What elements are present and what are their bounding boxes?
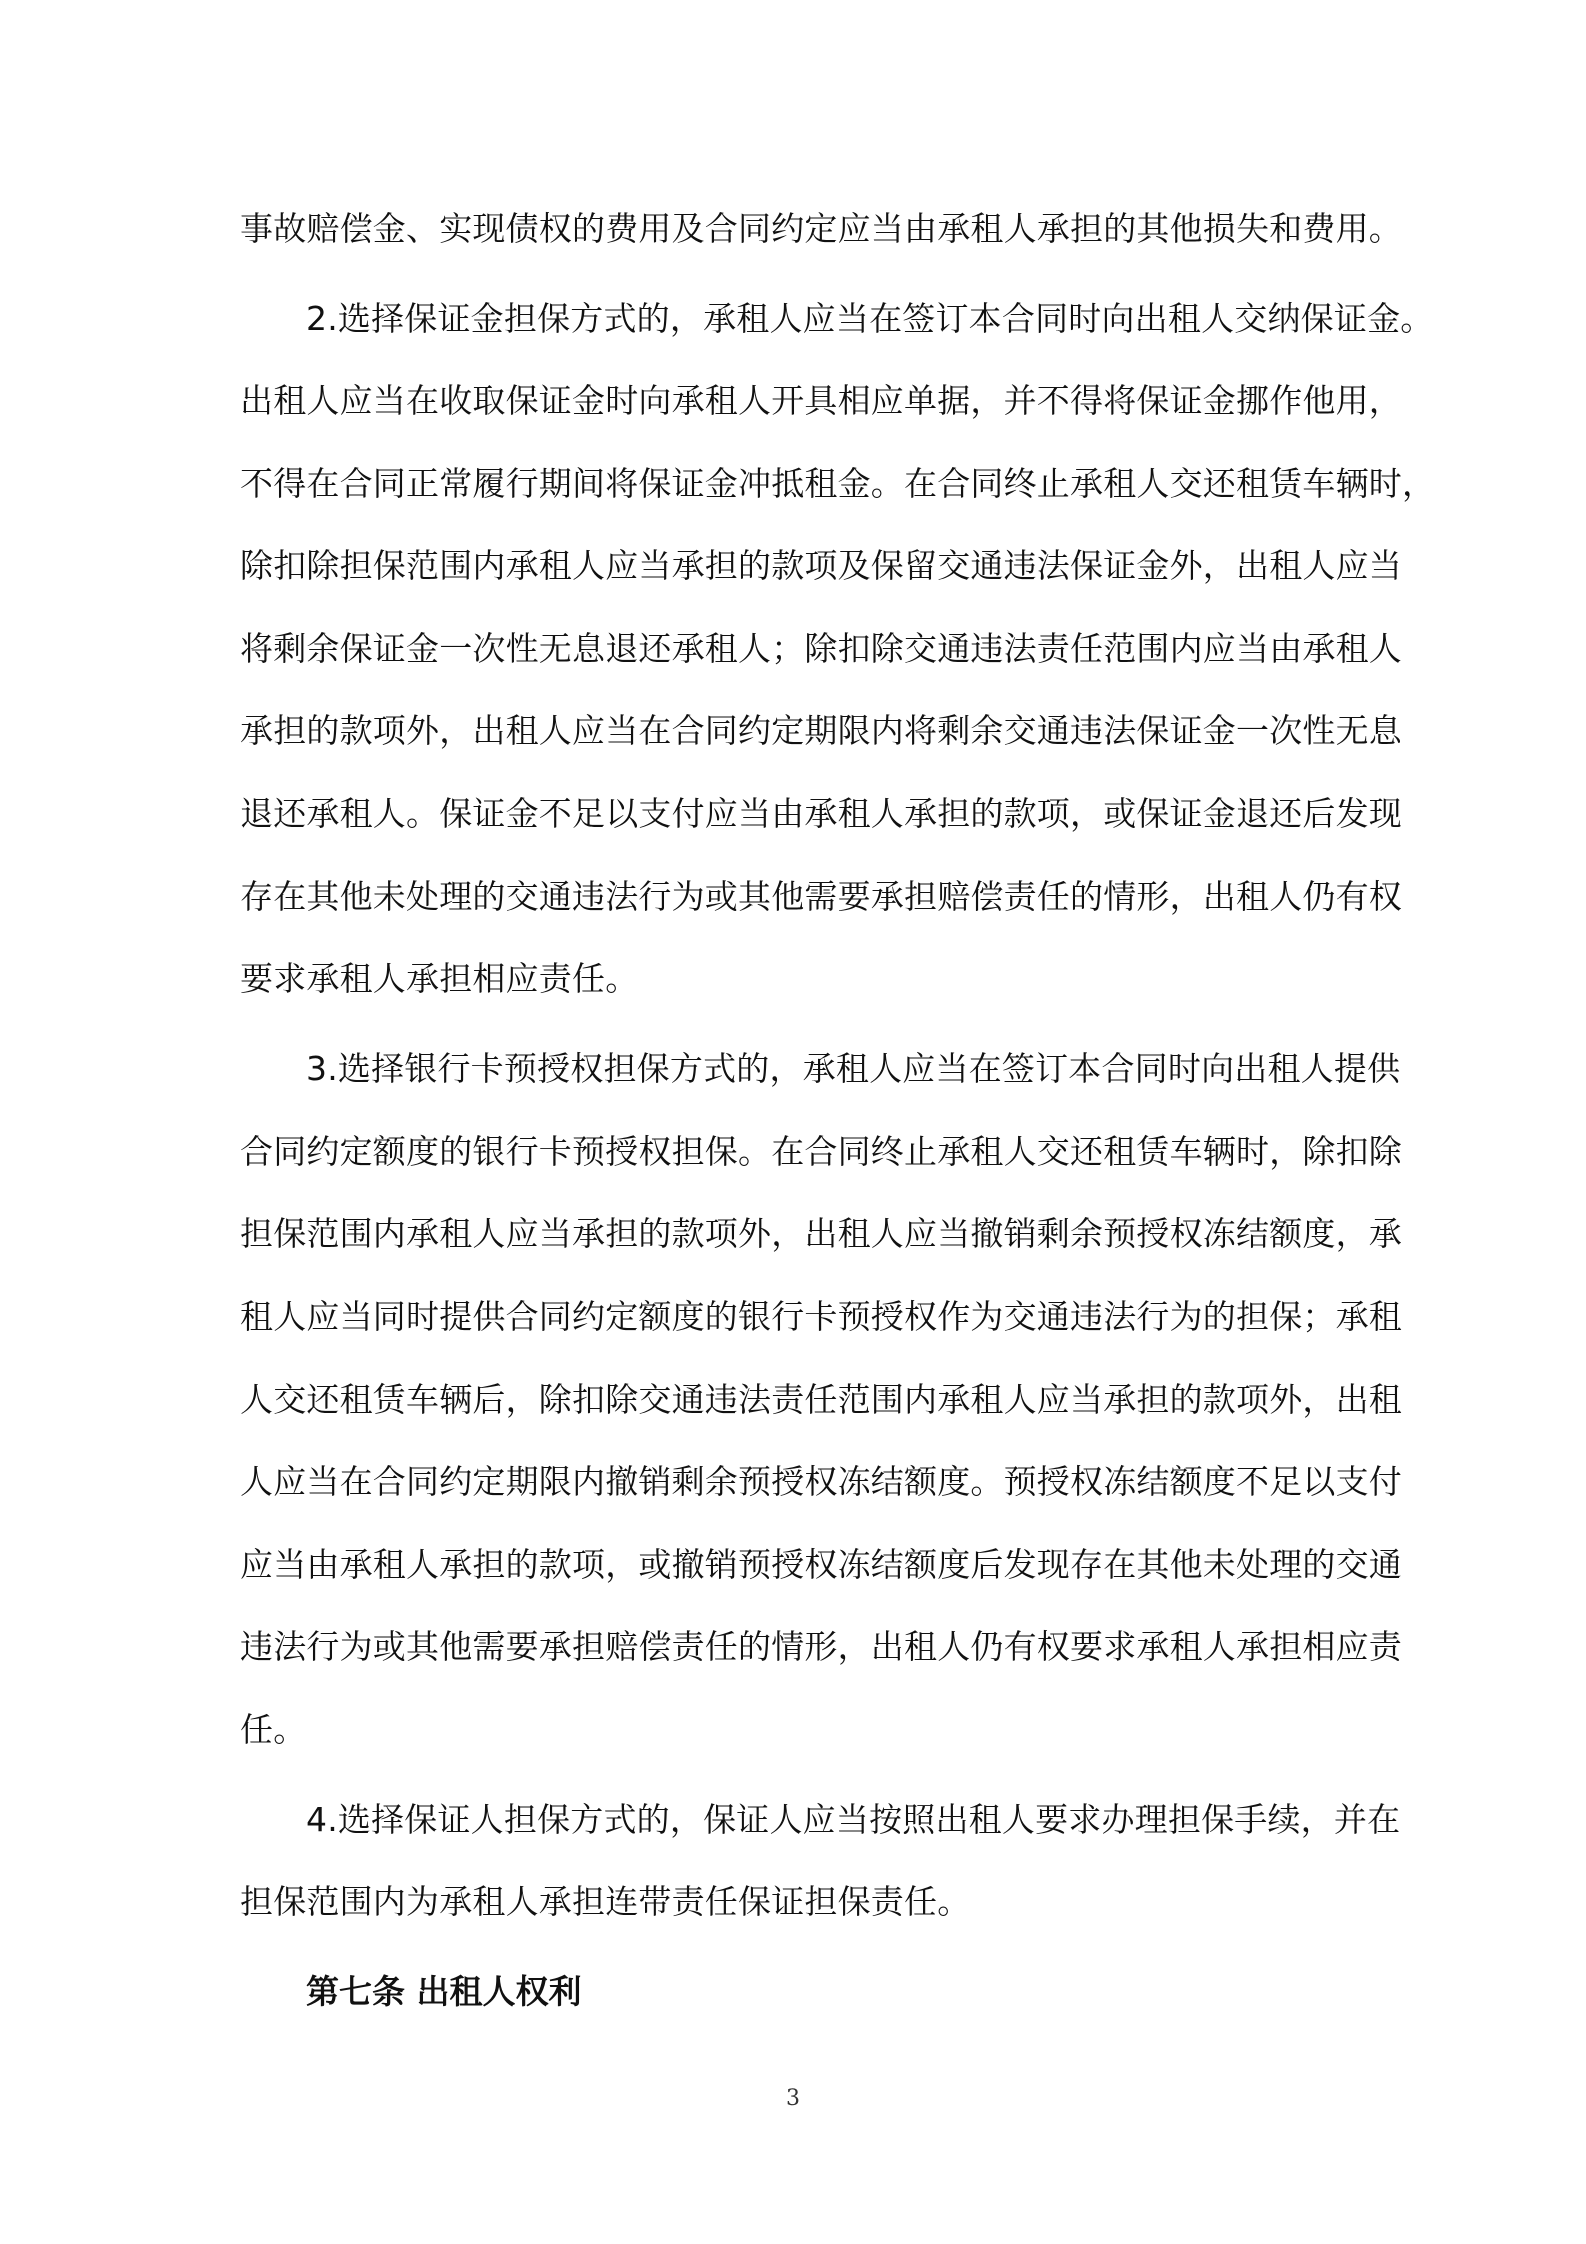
paragraph-line: 不得在合同正常履行期间将保证金冲抵租金。在合同终止承租人交还租赁车辆时， — [240, 464, 1436, 503]
paragraph-line: 2.选择保证金担保方式的，承租人应当在签订本合同时向出租人交纳保证金。 — [306, 299, 1434, 338]
paragraph-line: 事故赔偿金、实现债权的费用及合同约定应当由承租人承担的其他损失和费用。 — [240, 209, 1402, 248]
paragraph-line: 合同约定额度的银行卡预授权担保。在合同终止承租人交还租赁车辆时，除扣除 — [240, 1132, 1402, 1171]
paragraph-line: 任。 — [240, 1710, 307, 1749]
paragraph-line: 违法行为或其他需要承担赔偿责任的情形，出租人仍有权要求承租人承担相应责 — [240, 1627, 1402, 1666]
paragraph-line: 4.选择保证人担保方式的，保证人应当按照出租人要求办理担保手续，并在 — [306, 1800, 1401, 1839]
paragraph-line: 担保范围内承租人应当承担的款项外，出租人应当撤销剩余预授权冻结额度，承 — [240, 1214, 1402, 1253]
paragraph-line: 出租人应当在收取保证金时向承租人开具相应单据，并不得将保证金挪作他用， — [240, 381, 1402, 420]
paragraph-line: 将剩余保证金一次性无息退还承租人；除扣除交通违法责任范围内应当由承租人 — [240, 629, 1402, 668]
page-number: 3 — [786, 2086, 800, 2111]
paragraph-line: 除扣除担保范围内承租人应当承担的款项及保留交通违法保证金外，出租人应当 — [240, 546, 1402, 585]
paragraph-line: 应当由承租人承担的款项，或撤销预授权冻结额度后发现存在其他未处理的交通 — [240, 1545, 1402, 1584]
paragraph-line: 存在其他未处理的交通违法行为或其他需要承担赔偿责任的情形，出租人仍有权 — [240, 877, 1402, 916]
paragraph-line: 担保范围内为承租人承担连带责任保证担保责任。 — [240, 1882, 971, 1921]
paragraph-line: 退还承租人。保证金不足以支付应当由承租人承担的款项，或保证金退还后发现 — [240, 794, 1402, 833]
paragraph-line: 承担的款项外，出租人应当在合同约定期限内将剩余交通违法保证金一次性无息 — [240, 711, 1402, 750]
paragraph-line: 人应当在合同约定期限内撤销剩余预授权冻结额度。预授权冻结额度不足以支付 — [240, 1462, 1402, 1501]
paragraph-line: 3.选择银行卡预授权担保方式的，承租人应当在签订本合同时向出租人提供 — [306, 1049, 1401, 1088]
article-heading: 第七条 出租人权利 — [306, 1972, 582, 2011]
paragraph-line: 租人应当同时提供合同约定额度的银行卡预授权作为交通违法行为的担保；承租 — [240, 1297, 1402, 1336]
paragraph-line: 要求承租人承担相应责任。 — [240, 959, 639, 998]
paragraph-line: 人交还租赁车辆后，除扣除交通违法责任范围内承租人应当承担的款项外，出租 — [240, 1380, 1402, 1419]
